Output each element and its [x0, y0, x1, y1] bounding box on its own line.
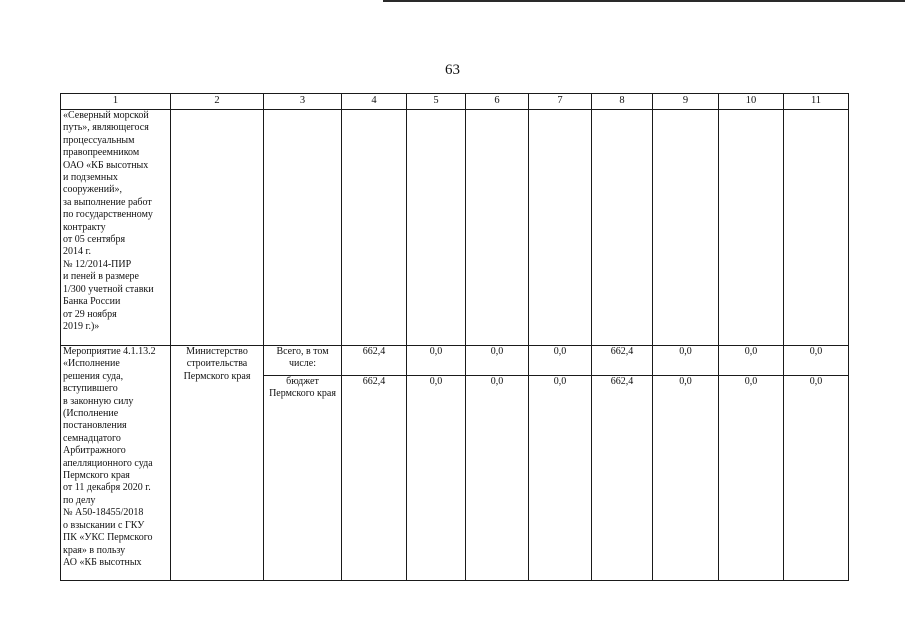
value-cell: 0,0 — [784, 376, 849, 581]
value-cell: 0,0 — [653, 346, 719, 376]
funding-source-total: Всего, в том числе: — [264, 346, 342, 376]
column-header: 4 — [342, 94, 407, 110]
value-cell: 0,0 — [529, 376, 592, 581]
value-cell: 662,4 — [592, 376, 653, 581]
responsible-executor: Министерство строительства Пермского края — [171, 346, 264, 581]
value-cell: 662,4 — [592, 346, 653, 376]
empty-cell — [784, 110, 849, 346]
empty-cell — [529, 110, 592, 346]
column-header: 2 — [171, 94, 264, 110]
value-cell: 0,0 — [407, 346, 466, 376]
column-header: 6 — [466, 94, 529, 110]
value-cell: 662,4 — [342, 376, 407, 581]
column-header: 9 — [653, 94, 719, 110]
value-cell: 0,0 — [466, 376, 529, 581]
value-cell: 0,0 — [466, 346, 529, 376]
value-cell: 0,0 — [719, 346, 784, 376]
empty-cell — [466, 110, 529, 346]
budget-table — [60, 93, 849, 581]
value-cell: 0,0 — [653, 376, 719, 581]
empty-cell — [342, 110, 407, 346]
empty-cell — [653, 110, 719, 346]
column-header: 3 — [264, 94, 342, 110]
value-cell: 0,0 — [784, 346, 849, 376]
measure-description: Мероприятие 4.1.13.2 «Исполнение решения суда, вступившего в законную силу (Исполнение постановления семнадцатого Арбитражного апелляционного суда Пермского края от 11 декабря 2020 г. по делу № А50-18455/2018 о взыскании с ГКУ ПК «УКС Пермского края» в пользу АО «КБ высотных — [61, 346, 171, 581]
value-cell: 0,0 — [529, 346, 592, 376]
column-header: 8 — [592, 94, 653, 110]
table-row-total — [61, 346, 849, 376]
column-header: 5 — [407, 94, 466, 110]
empty-cell — [264, 110, 342, 346]
empty-cell — [719, 110, 784, 346]
column-header: 1 — [61, 94, 171, 110]
column-number-header-row — [61, 94, 849, 110]
column-header: 7 — [529, 94, 592, 110]
empty-cell — [171, 110, 264, 346]
column-header: 10 — [719, 94, 784, 110]
funding-source-budget: бюджет Пермского края — [264, 376, 342, 581]
measure-description-continued: «Северный морской путь», являющегося процессуальным правопреемником ОАО «КБ высотных и подземных сооружений», за выполнение работ по государственному контракту от 05 сентября 2014 г. № 12/2014-ПИР и пеней в размере 1/300 учетной ставки Банка России от 29 ноября 2019 г.)» — [61, 110, 171, 346]
value-cell: 662,4 — [342, 346, 407, 376]
scan-top-rule — [383, 0, 905, 2]
column-header: 11 — [784, 94, 849, 110]
empty-cell — [407, 110, 466, 346]
page-number: 63 — [445, 62, 460, 78]
value-cell: 0,0 — [407, 376, 466, 581]
table-row-continuation — [61, 110, 849, 346]
value-cell: 0,0 — [719, 376, 784, 581]
empty-cell — [592, 110, 653, 346]
